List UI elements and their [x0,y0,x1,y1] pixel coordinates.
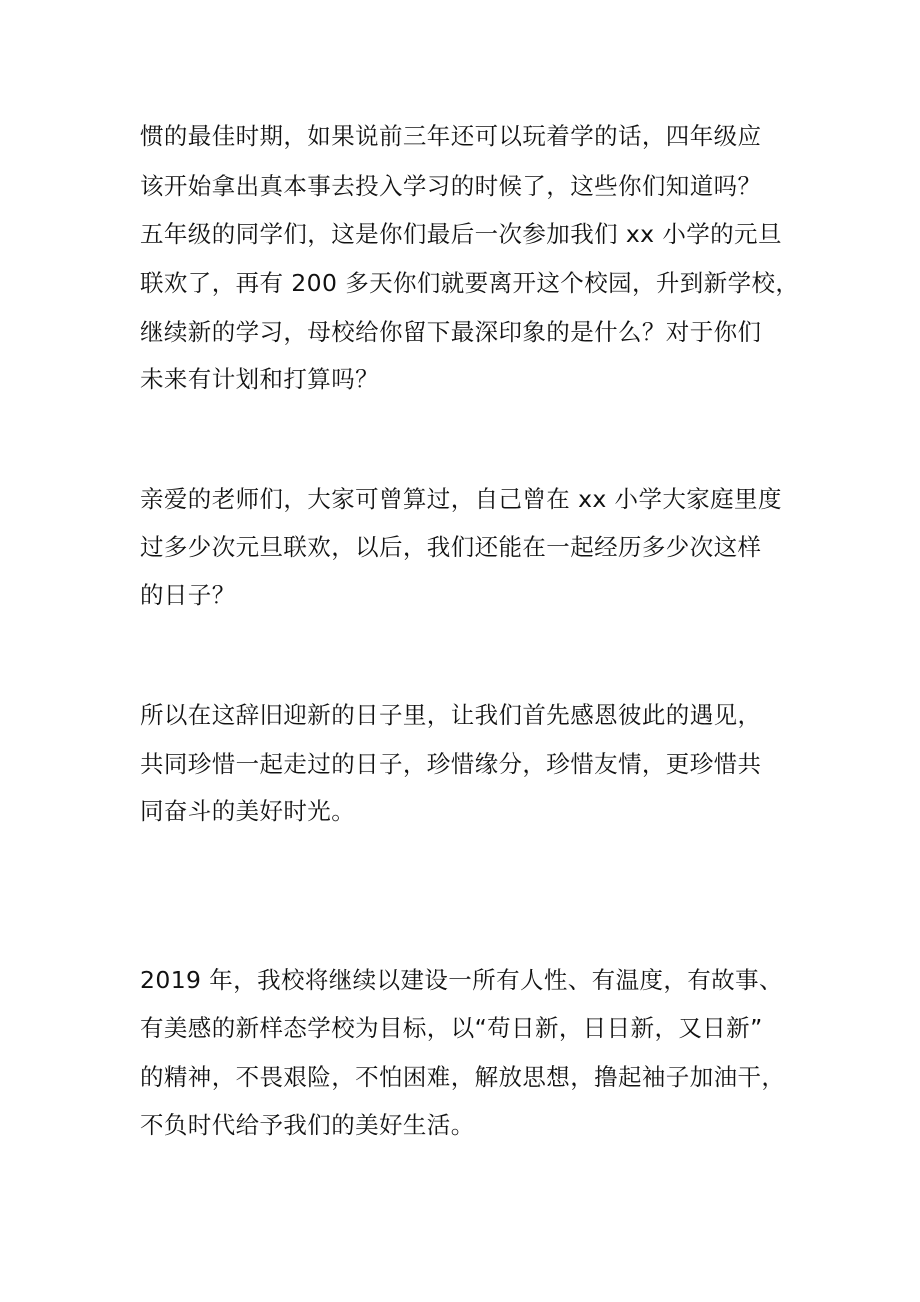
text-line: 过多少次元旦联欢，以后，我们还能在一起经历多少次这样 [140,533,762,561]
text-line: 2019 年，我校将继续以建设一所有人性、有温度，有故事、 [140,966,783,994]
text-line: 所以在这辞旧迎新的日子里，让我们首先感恩彼此的遇见， [140,701,762,729]
text-line: 五年级的同学们，这是你们最后一次参加我们 xx 小学的元旦 [140,220,782,248]
text-line: 不负时代给予我们的美好生活。 [140,1111,475,1139]
text-line: 共同珍惜一起走过的日子，珍惜缘分，珍惜友情，更珍惜共 [140,750,762,778]
text-line: 的精神，不畏艰险，不怕困难，解放思想，撸起袖子加油干， [140,1063,786,1091]
text-line: 该开始拿出真本事去投入学习的时候了，这些你们知道吗？ [140,172,762,200]
text-line: 未来有计划和打算吗？ [140,365,379,393]
text-line: 的日子？ [140,581,236,609]
text-line: 有美感的新样态学校为目标，以“苟日新，日日新，又日新” [140,1014,763,1042]
text-line: 惯的最佳时期，如果说前三年还可以玩着学的话，四年级应 [140,122,762,150]
text-line: 继续新的学习，母校给你留下最深印象的是什么？对于你们 [140,318,762,346]
text-line: 亲爱的老师们，大家可曾算过，自己曾在 xx 小学大家庭里度 [140,485,782,513]
text-line: 联欢了，再有 200 多天你们就要离开这个校园，升到新学校， [140,269,800,297]
text-line: 同奋斗的美好时光。 [140,797,356,825]
